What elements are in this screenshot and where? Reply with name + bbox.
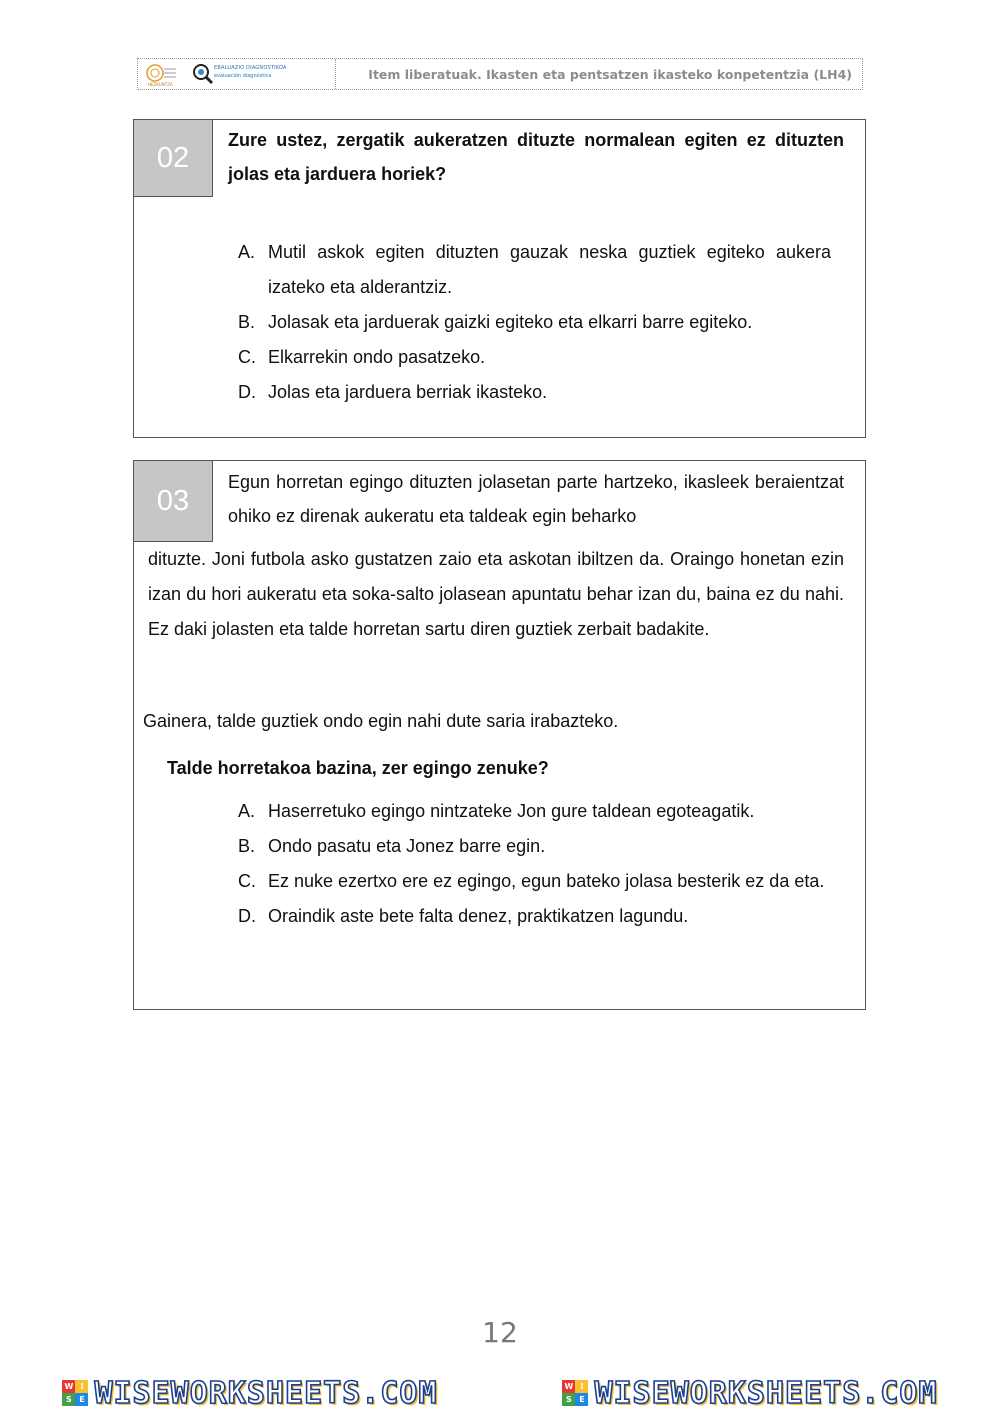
logo-caption-spanish: evaluación diagnóstica [214, 73, 272, 79]
header-title: Item liberatuak. Ikasten eta pentsatzen ikasteko konpetentzia (LH4) [368, 67, 852, 82]
option-text: Jolasak eta jarduerak gaizki egiteko eta elkarri barre egiteko. [268, 312, 753, 332]
watermark-unit [62, 1376, 437, 1411]
wise-badge-icon [62, 1380, 88, 1406]
item-03-options [238, 794, 831, 934]
watermark-text: WISEWORKSHEETS.COM [594, 1375, 938, 1411]
option-a[interactable] [238, 794, 831, 829]
logo-caption-basque: EBALUAZIO DIAGNOSTIKOA [214, 65, 287, 71]
item-03-extra-text: Gainera, talde guztiek ondo egin nahi dute saria irabazteko. [143, 711, 619, 731]
option-text: Ondo pasatu eta Jonez barre egin. [268, 836, 546, 856]
option-c[interactable] [238, 340, 831, 375]
watermark-unit [562, 1376, 937, 1411]
option-text: Ez nuke ezertxo ere ez egingo, egun bateko jolasa besterik ez da eta. [268, 871, 825, 891]
option-a[interactable] [238, 235, 831, 305]
item-02-box [133, 119, 866, 438]
item-03-intro: Egun horretan egingo dituzten jolasetan parte hartzeko, ikasleek beraientzat ohiko ez direnak aukeratu eta taldeak egin beharko [228, 472, 844, 526]
logo-caption-education: HEZKUNTZA [148, 82, 173, 87]
option-b[interactable] [238, 829, 831, 864]
badge-letter: I [75, 1380, 88, 1393]
item-02-question: Zure ustez, zergatik aukeratzen dituzte normalean egiten ez dituzten jolas eta jarduera horiek? [228, 130, 844, 184]
item-number-badge: 03 [134, 461, 213, 542]
option-text: Haserretuko egingo nintzateke Jon gure taldean egoteagatik. [268, 801, 755, 821]
wise-badge-icon [562, 1380, 588, 1406]
badge-letter: S [62, 1393, 75, 1406]
option-letter: B. [238, 312, 256, 332]
item-03-intro-continued: dituzte. Joni futbola asko gustatzen zaio eta askotan ibiltzen da. Oraingo honetan ezin izan du hori aukeratu eta soka-salto jolasean apuntatu behar izan du, baina ez du nahi. Ez daki jolasten eta talde horretan sartu diren guztiek zerbait badakite. [148, 549, 844, 639]
option-text: Oraindik aste bete falta denez, praktikatzen lagundu. [268, 906, 689, 926]
option-letter: C. [238, 871, 256, 891]
option-letter: C. [238, 347, 256, 367]
item-number-badge: 02 [134, 120, 213, 197]
option-text: Jolas eta jarduera berriak ikasteko. [268, 382, 548, 402]
option-text: Elkarrekin ondo pasatzeko. [268, 347, 486, 367]
header-logos [138, 59, 336, 89]
badge-letter: E [575, 1393, 588, 1406]
badge-letter: W [62, 1380, 75, 1393]
option-text: Mutil askok egiten dituzten gauzak neska guztiek egiteko aukera izateko eta alderantziz. [268, 242, 831, 297]
option-letter: B. [238, 836, 256, 856]
option-c[interactable] [238, 864, 831, 899]
badge-letter: S [562, 1393, 575, 1406]
item-02-options [238, 235, 831, 410]
item-03-box [133, 460, 866, 1010]
page-number: 12 [482, 1316, 518, 1349]
badge-letter: W [562, 1380, 575, 1393]
page-header [137, 58, 863, 90]
option-d[interactable] [238, 375, 831, 410]
option-b[interactable] [238, 305, 831, 340]
item-03-question: Talde horretakoa bazina, zer egingo zenuke? [167, 758, 549, 778]
option-letter: D. [238, 906, 256, 926]
badge-letter: E [75, 1393, 88, 1406]
option-letter: D. [238, 382, 256, 402]
badge-letter: I [575, 1380, 588, 1393]
watermark-banner [0, 1376, 1000, 1410]
option-d[interactable] [238, 899, 831, 934]
magnifier-logo-icon [192, 63, 214, 85]
option-letter: A. [238, 801, 256, 821]
watermark-text: WISEWORKSHEETS.COM [94, 1375, 438, 1411]
option-letter: A. [238, 242, 256, 262]
